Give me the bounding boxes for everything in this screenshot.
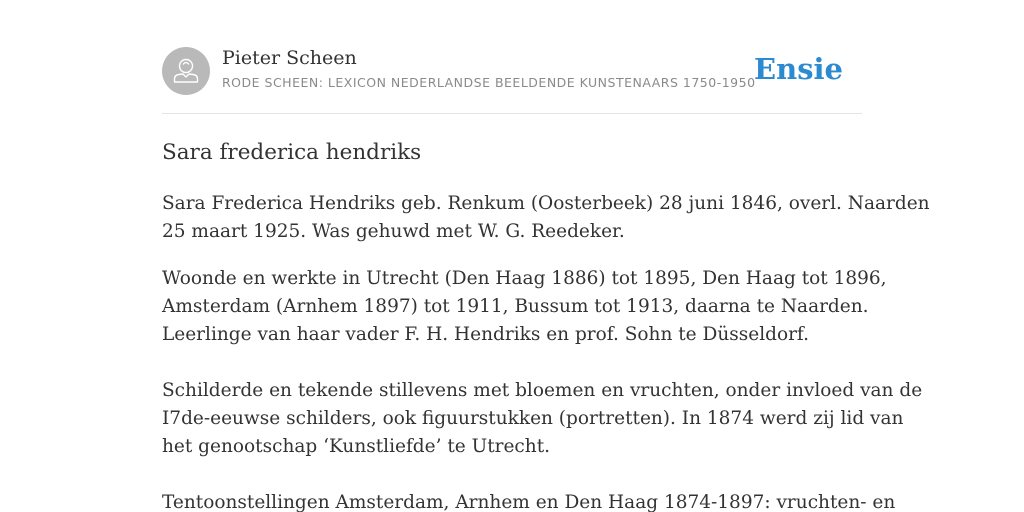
paragraph-line: I7de-eeuwse schilders, ook figuurstukken (portretten). In 1874 werd zij lid van <box>162 408 904 429</box>
paragraph <box>162 489 896 512</box>
paragraph-line: Schilderde en tekende stillevens met bloemen en vruchten, onder invloed van de <box>162 380 923 401</box>
user-avatar-icon <box>162 47 210 95</box>
paragraph-line: Amsterdam (Arnhem 1897) tot 1911, Bussum tot 1913, daarna te Naarden. <box>162 296 869 317</box>
paragraph-line: Leerlinge van haar vader F. H. Hendriks en prof. Sohn te Düsseldorf. <box>162 324 810 345</box>
article-header <box>162 47 862 97</box>
author-name[interactable]: Pieter Scheen <box>222 47 357 69</box>
paragraph <box>162 377 923 461</box>
article-body <box>162 190 930 512</box>
article-title: Sara frederica hendriks <box>162 140 422 165</box>
paragraph <box>162 190 930 246</box>
paragraph-line: Sara Frederica Hendriks geb. Renkum (Oosterbeek) 28 juni 1846, overl. Naarden <box>162 193 930 214</box>
paragraph-line: Tentoonstellingen Amsterdam, Arnhem en Den Haag 1874-1897: vruchten- en <box>162 492 896 512</box>
source-label[interactable]: RODE SCHEEN: LEXICON NEDERLANDSE BEELDENDE KUNSTENAARS 1750-1950 <box>222 75 756 90</box>
article-page <box>162 0 930 512</box>
brand-logo[interactable]: Ensie <box>754 52 843 86</box>
paragraph-line: Woonde en werkte in Utrecht (Den Haag 1886) tot 1895, Den Haag tot 1896, <box>162 268 887 289</box>
paragraph-line: het genootschap ‘Kunstliefde’ te Utrecht. <box>162 436 551 457</box>
paragraph <box>162 265 887 349</box>
header-divider <box>162 113 862 114</box>
author-avatar[interactable] <box>162 47 210 95</box>
paragraph-line: 25 maart 1925. Was gehuwd met W. G. Reedeker. <box>162 221 625 242</box>
